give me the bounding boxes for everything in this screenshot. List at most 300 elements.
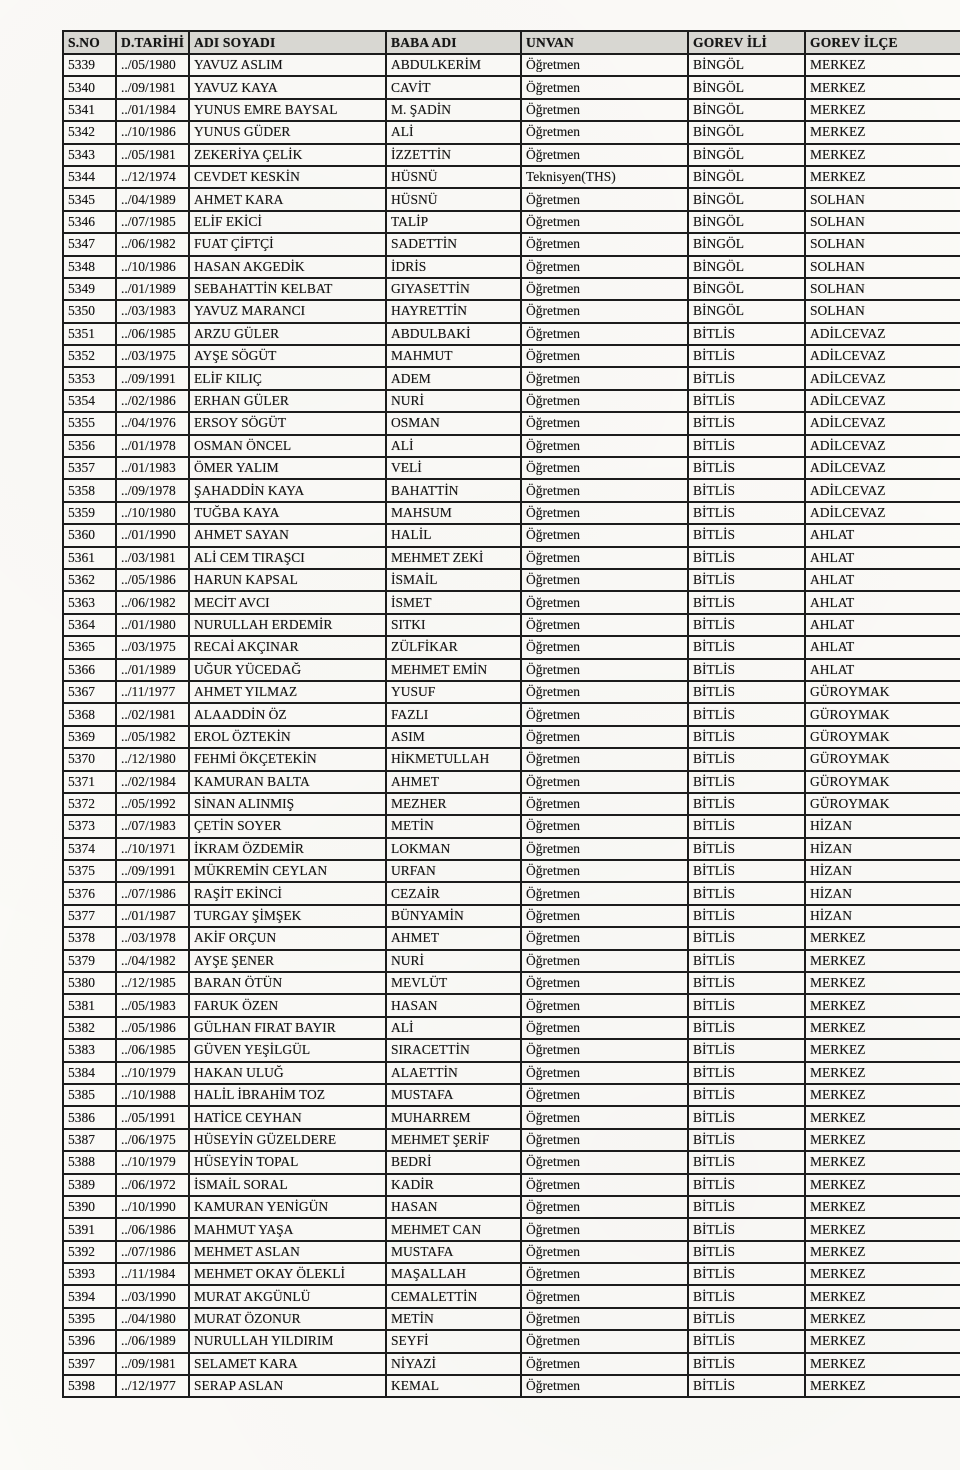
table-cell: YUNUS EMRE BAYSAL: [189, 99, 386, 121]
table-cell: BİNGÖL: [688, 121, 805, 143]
table-cell: 5353: [63, 367, 116, 389]
table-cell: AHLAT: [805, 569, 960, 591]
table-cell: 5343: [63, 144, 116, 166]
table-cell: MERKEZ: [805, 1241, 960, 1263]
table-cell: 5364: [63, 614, 116, 636]
table-cell: ADEM: [386, 367, 521, 389]
table-cell: 5341: [63, 99, 116, 121]
table-row: [63, 412, 960, 434]
table-row: [63, 54, 960, 76]
table-cell: HARUN KAPSAL: [189, 569, 386, 591]
table-row: [63, 1062, 960, 1084]
table-cell: 5398: [63, 1375, 116, 1397]
table-cell: SIRACETTİN: [386, 1039, 521, 1061]
table-row: [63, 144, 960, 166]
table-cell: SİNAN ALINMIŞ: [189, 793, 386, 815]
table-cell: BİTLİS: [688, 882, 805, 904]
table-cell: EROL ÖZTEKİN: [189, 726, 386, 748]
table-cell: 5350: [63, 300, 116, 322]
table-cell: Öğretmen: [521, 188, 688, 210]
table-cell: ../12/1985: [116, 972, 189, 994]
table-row: [63, 166, 960, 188]
table-cell: BİTLİS: [688, 1285, 805, 1307]
table-cell: BAHATTİN: [386, 479, 521, 501]
table-cell: HİZAN: [805, 838, 960, 860]
table-cell: MAHMUT YAŞA: [189, 1218, 386, 1240]
table-row: [63, 457, 960, 479]
table-row: [63, 838, 960, 860]
table-cell: GÜROYMAK: [805, 771, 960, 793]
table-cell: 5359: [63, 502, 116, 524]
table-cell: MERKEZ: [805, 1129, 960, 1151]
table-header: [63, 31, 960, 54]
table-cell: ../01/1989: [116, 659, 189, 681]
table-cell: ADİLCEVAZ: [805, 435, 960, 457]
table-cell: Öğretmen: [521, 99, 688, 121]
table-cell: FEHMİ ÖKÇETEKİN: [189, 748, 386, 770]
table-cell: BİTLİS: [688, 1241, 805, 1263]
table-cell: MERKEZ: [805, 927, 960, 949]
table-cell: Öğretmen: [521, 659, 688, 681]
table-cell: ../06/1985: [116, 323, 189, 345]
table-row: [63, 1174, 960, 1196]
table-cell: 5363: [63, 591, 116, 613]
table-cell: BİTLİS: [688, 748, 805, 770]
table-cell: ../03/1975: [116, 345, 189, 367]
table-row: [63, 76, 960, 98]
table-cell: BİTLİS: [688, 614, 805, 636]
table-cell: HİZAN: [805, 815, 960, 837]
table-cell: ../04/1980: [116, 1308, 189, 1330]
table-row: [63, 121, 960, 143]
table-cell: 5391: [63, 1218, 116, 1240]
table-row: [63, 300, 960, 322]
table-cell: BİTLİS: [688, 1218, 805, 1240]
table-cell: ../06/1982: [116, 233, 189, 255]
table-cell: SOLHAN: [805, 233, 960, 255]
table-cell: BARAN ÖTÜN: [189, 972, 386, 994]
table-cell: 5380: [63, 972, 116, 994]
table-cell: 5339: [63, 54, 116, 76]
table-cell: ABDULBAKİ: [386, 323, 521, 345]
table-cell: BİTLİS: [688, 1017, 805, 1039]
table-cell: YUNUS GÜDER: [189, 121, 386, 143]
table-cell: ../09/1991: [116, 367, 189, 389]
table-cell: BİNGÖL: [688, 256, 805, 278]
table-cell: BİTLİS: [688, 345, 805, 367]
table-cell: SOLHAN: [805, 211, 960, 233]
table-row: [63, 256, 960, 278]
table-cell: 5370: [63, 748, 116, 770]
table-cell: 5374: [63, 838, 116, 860]
table-row: [63, 1308, 960, 1330]
table-cell: ../05/1981: [116, 144, 189, 166]
table-cell: Öğretmen: [521, 323, 688, 345]
table-row: [63, 591, 960, 613]
table-cell: ../10/1990: [116, 1196, 189, 1218]
table-cell: KAMURAN BALTA: [189, 771, 386, 793]
table-cell: 5340: [63, 76, 116, 98]
table-cell: Öğretmen: [521, 1039, 688, 1061]
table-cell: BİTLİS: [688, 502, 805, 524]
table-cell: MEHMET CAN: [386, 1218, 521, 1240]
table-cell: Öğretmen: [521, 1263, 688, 1285]
table-cell: ../11/1984: [116, 1263, 189, 1285]
table-cell: Öğretmen: [521, 860, 688, 882]
table-cell: SELAMET KARA: [189, 1353, 386, 1375]
table-cell: AYŞE SÖGÜT: [189, 345, 386, 367]
table-cell: 5387: [63, 1129, 116, 1151]
table-cell: MECİT AVCI: [189, 591, 386, 613]
table-cell: BİTLİS: [688, 1263, 805, 1285]
table-cell: HASAN AKGEDİK: [189, 256, 386, 278]
table-cell: SITKI: [386, 614, 521, 636]
table-cell: Öğretmen: [521, 121, 688, 143]
table-cell: ../01/1990: [116, 524, 189, 546]
table-cell: BİTLİS: [688, 412, 805, 434]
table-cell: NURİ: [386, 950, 521, 972]
table-cell: BİTLİS: [688, 994, 805, 1016]
table-cell: BİTLİS: [688, 323, 805, 345]
table-cell: ../10/1980: [116, 502, 189, 524]
table-cell: AHLAT: [805, 524, 960, 546]
table-cell: HALİL: [386, 524, 521, 546]
table-cell: MUSTAFA: [386, 1241, 521, 1263]
table-cell: MERKEZ: [805, 1039, 960, 1061]
table-row: [63, 1039, 960, 1061]
table-cell: Öğretmen: [521, 390, 688, 412]
table-cell: 5373: [63, 815, 116, 837]
table-cell: GÜROYMAK: [805, 703, 960, 725]
table-cell: Öğretmen: [521, 1062, 688, 1084]
table-cell: ../09/1991: [116, 860, 189, 882]
table-cell: BİTLİS: [688, 972, 805, 994]
table-cell: 5342: [63, 121, 116, 143]
table-row: [63, 927, 960, 949]
table-cell: ../06/1982: [116, 591, 189, 613]
table-cell: METİN: [386, 815, 521, 837]
table-row: [63, 569, 960, 591]
table-row: [63, 860, 960, 882]
table-cell: ../03/1975: [116, 636, 189, 658]
table-cell: BİTLİS: [688, 703, 805, 725]
table-cell: ../10/1979: [116, 1151, 189, 1173]
table-row: [63, 99, 960, 121]
table-cell: ../02/1984: [116, 771, 189, 793]
table-cell: AHMET SAYAN: [189, 524, 386, 546]
table-cell: BİTLİS: [688, 1375, 805, 1397]
table-cell: 5357: [63, 457, 116, 479]
table-cell: Öğretmen: [521, 1196, 688, 1218]
table-cell: BİTLİS: [688, 569, 805, 591]
table-cell: BİTLİS: [688, 1353, 805, 1375]
table-cell: 5389: [63, 1174, 116, 1196]
table-cell: ../06/1986: [116, 1218, 189, 1240]
table-cell: ../06/1989: [116, 1330, 189, 1352]
table-cell: Öğretmen: [521, 1241, 688, 1263]
table-cell: ALİ CEM TIRAŞCI: [189, 547, 386, 569]
table-cell: MERKEZ: [805, 1017, 960, 1039]
table-cell: BİTLİS: [688, 771, 805, 793]
table-cell: Öğretmen: [521, 793, 688, 815]
table-cell: AHLAT: [805, 614, 960, 636]
table-cell: BİTLİS: [688, 591, 805, 613]
table-cell: ../10/1979: [116, 1062, 189, 1084]
table-cell: Öğretmen: [521, 994, 688, 1016]
table-cell: 5358: [63, 479, 116, 501]
table-cell: HİZAN: [805, 882, 960, 904]
table-cell: SOLHAN: [805, 278, 960, 300]
table-cell: NURİ: [386, 390, 521, 412]
table-cell: ŞAHADDİN KAYA: [189, 479, 386, 501]
table-cell: ../05/1983: [116, 994, 189, 1016]
header-row: [63, 31, 960, 54]
table-cell: ../07/1983: [116, 815, 189, 837]
table-cell: ARZU GÜLER: [189, 323, 386, 345]
table-cell: BİTLİS: [688, 1174, 805, 1196]
table-cell: MERKEZ: [805, 1218, 960, 1240]
table-cell: BİTLİS: [688, 1196, 805, 1218]
table-cell: ../05/1986: [116, 1017, 189, 1039]
table-cell: ELİF EKİCİ: [189, 211, 386, 233]
table-cell: BİTLİS: [688, 1330, 805, 1352]
table-cell: 5371: [63, 771, 116, 793]
table-row: [63, 703, 960, 725]
table-cell: BİTLİS: [688, 726, 805, 748]
table-cell: Öğretmen: [521, 345, 688, 367]
table-cell: ../07/1985: [116, 211, 189, 233]
table-cell: SEBAHATTİN KELBAT: [189, 278, 386, 300]
table-cell: AHLAT: [805, 659, 960, 681]
table-cell: Öğretmen: [521, 211, 688, 233]
table-cell: Öğretmen: [521, 703, 688, 725]
table-cell: HATİCE CEYHAN: [189, 1106, 386, 1128]
table-cell: HÜSNÜ: [386, 188, 521, 210]
table-cell: 5355: [63, 412, 116, 434]
table-cell: MEHMET ŞERİF: [386, 1129, 521, 1151]
table-cell: 5346: [63, 211, 116, 233]
table-cell: MERKEZ: [805, 1062, 960, 1084]
table-row: [63, 278, 960, 300]
table-cell: RAŞİT EKİNCİ: [189, 882, 386, 904]
table-cell: AKİF ORÇUN: [189, 927, 386, 949]
table-cell: TALİP: [386, 211, 521, 233]
table-cell: NİYAZİ: [386, 1353, 521, 1375]
table-cell: MERKEZ: [805, 121, 960, 143]
table-cell: Öğretmen: [521, 256, 688, 278]
table-row: [63, 1241, 960, 1263]
table-cell: BİTLİS: [688, 659, 805, 681]
table-row: [63, 994, 960, 1016]
table-cell: 5356: [63, 435, 116, 457]
table-cell: Öğretmen: [521, 927, 688, 949]
table-cell: Öğretmen: [521, 457, 688, 479]
table-row: [63, 211, 960, 233]
table-cell: ../09/1981: [116, 76, 189, 98]
table-cell: MERKEZ: [805, 144, 960, 166]
table-cell: BİNGÖL: [688, 76, 805, 98]
table-cell: FAZLI: [386, 703, 521, 725]
table-row: [63, 1017, 960, 1039]
table-row: [63, 1375, 960, 1397]
table-cell: 5390: [63, 1196, 116, 1218]
table-cell: AYŞE ŞENER: [189, 950, 386, 972]
table-cell: 5354: [63, 390, 116, 412]
table-cell: ERSOY SÖGÜT: [189, 412, 386, 434]
table-cell: MERKEZ: [805, 1084, 960, 1106]
table-cell: 5360: [63, 524, 116, 546]
table-cell: BİTLİS: [688, 1062, 805, 1084]
table-cell: SOLHAN: [805, 256, 960, 278]
table-cell: BİTLİS: [688, 1106, 805, 1128]
table-cell: ADİLCEVAZ: [805, 390, 960, 412]
table-cell: 5381: [63, 994, 116, 1016]
table-cell: YAVUZ KAYA: [189, 76, 386, 98]
table-cell: YUSUF: [386, 681, 521, 703]
table-row: [63, 1285, 960, 1307]
table-cell: GÜLHAN FIRAT BAYIR: [189, 1017, 386, 1039]
table-cell: ERHAN GÜLER: [189, 390, 386, 412]
table-cell: 5348: [63, 256, 116, 278]
table-row: [63, 1353, 960, 1375]
table-row: [63, 323, 960, 345]
table-cell: ../06/1972: [116, 1174, 189, 1196]
table-row: [63, 882, 960, 904]
table-cell: Öğretmen: [521, 815, 688, 837]
table-cell: 5345: [63, 188, 116, 210]
table-cell: ADİLCEVAZ: [805, 345, 960, 367]
table-row: [63, 233, 960, 255]
table-cell: MERKEZ: [805, 166, 960, 188]
table-cell: HİZAN: [805, 905, 960, 927]
table-row: [63, 659, 960, 681]
table-cell: ALİ: [386, 1017, 521, 1039]
table-cell: ../01/1980: [116, 614, 189, 636]
table-cell: SERAP ASLAN: [189, 1375, 386, 1397]
table-cell: MEHMET ASLAN: [189, 1241, 386, 1263]
table-cell: ../02/1986: [116, 390, 189, 412]
table-cell: BİTLİS: [688, 435, 805, 457]
table-cell: Teknisyen(THS): [521, 166, 688, 188]
column-header: GOREV İLİ: [688, 31, 805, 54]
table-cell: Öğretmen: [521, 905, 688, 927]
table-cell: GÜROYMAK: [805, 793, 960, 815]
table-cell: BİTLİS: [688, 681, 805, 703]
table-cell: BİTLİS: [688, 367, 805, 389]
table-row: [63, 390, 960, 412]
table-cell: GÜROYMAK: [805, 726, 960, 748]
table-cell: ADİLCEVAZ: [805, 457, 960, 479]
table-cell: 5372: [63, 793, 116, 815]
table-cell: ../12/1980: [116, 748, 189, 770]
table-cell: İSMAİL: [386, 569, 521, 591]
table-cell: Öğretmen: [521, 1353, 688, 1375]
table-cell: İSMAİL SORAL: [189, 1174, 386, 1196]
table-row: [63, 905, 960, 927]
table-cell: MERKEZ: [805, 1196, 960, 1218]
table-cell: 5396: [63, 1330, 116, 1352]
table-cell: Öğretmen: [521, 435, 688, 457]
table-cell: ../04/1976: [116, 412, 189, 434]
table-cell: MEZHER: [386, 793, 521, 815]
table-cell: ADİLCEVAZ: [805, 412, 960, 434]
table-row: [63, 435, 960, 457]
table-cell: ../03/1978: [116, 927, 189, 949]
table-cell: AHMET: [386, 771, 521, 793]
table-cell: ../05/1980: [116, 54, 189, 76]
table-cell: SOLHAN: [805, 300, 960, 322]
table-cell: 5375: [63, 860, 116, 882]
table-cell: İZZETTİN: [386, 144, 521, 166]
table-cell: BİTLİS: [688, 1084, 805, 1106]
table-cell: BİTLİS: [688, 479, 805, 501]
table-cell: NURULLAH ERDEMİR: [189, 614, 386, 636]
table-cell: BİNGÖL: [688, 99, 805, 121]
table-cell: BİTLİS: [688, 1039, 805, 1061]
table-row: [63, 479, 960, 501]
table-cell: BİTLİS: [688, 547, 805, 569]
table-cell: MUSTAFA: [386, 1084, 521, 1106]
table-row: [63, 815, 960, 837]
table-cell: M. ŞADİN: [386, 99, 521, 121]
table-cell: ÖMER YALIM: [189, 457, 386, 479]
table-cell: MEHMET EMİN: [386, 659, 521, 681]
table-row: [63, 188, 960, 210]
table-cell: ALAETTİN: [386, 1062, 521, 1084]
table-cell: ../12/1977: [116, 1375, 189, 1397]
table-cell: CEMALETTİN: [386, 1285, 521, 1307]
table-row: [63, 1106, 960, 1128]
table-cell: BEDRİ: [386, 1151, 521, 1173]
table-cell: Öğretmen: [521, 1017, 688, 1039]
table-cell: MERKEZ: [805, 1285, 960, 1307]
table-cell: ../07/1986: [116, 882, 189, 904]
table-cell: TUĞBA KAYA: [189, 502, 386, 524]
table-cell: BİTLİS: [688, 636, 805, 658]
table-cell: Öğretmen: [521, 502, 688, 524]
table-cell: ADİLCEVAZ: [805, 502, 960, 524]
table-row: [63, 681, 960, 703]
table-cell: BİTLİS: [688, 1129, 805, 1151]
table-cell: SADETTİN: [386, 233, 521, 255]
table-cell: 5379: [63, 950, 116, 972]
table-cell: MEHMET ZEKİ: [386, 547, 521, 569]
table-cell: ADİLCEVAZ: [805, 323, 960, 345]
table-cell: BİNGÖL: [688, 233, 805, 255]
table-cell: URFAN: [386, 860, 521, 882]
table-row: [63, 726, 960, 748]
table-cell: Öğretmen: [521, 1285, 688, 1307]
table-cell: TURGAY ŞİMŞEK: [189, 905, 386, 927]
table-cell: BİNGÖL: [688, 300, 805, 322]
table-cell: YAVUZ ASLIM: [189, 54, 386, 76]
table-cell: YAVUZ MARANCI: [189, 300, 386, 322]
table-cell: MERKEZ: [805, 99, 960, 121]
table-cell: ../01/1989: [116, 278, 189, 300]
table-cell: 5386: [63, 1106, 116, 1128]
table-cell: Öğretmen: [521, 950, 688, 972]
column-header: GOREV İLÇE: [805, 31, 960, 54]
table-cell: BİTLİS: [688, 524, 805, 546]
table-cell: Öğretmen: [521, 524, 688, 546]
table-cell: Öğretmen: [521, 972, 688, 994]
table-row: [63, 367, 960, 389]
table-cell: SOLHAN: [805, 188, 960, 210]
table-cell: ALİ: [386, 121, 521, 143]
table-cell: MERKEZ: [805, 54, 960, 76]
table-cell: 5369: [63, 726, 116, 748]
table-row: [63, 1151, 960, 1173]
